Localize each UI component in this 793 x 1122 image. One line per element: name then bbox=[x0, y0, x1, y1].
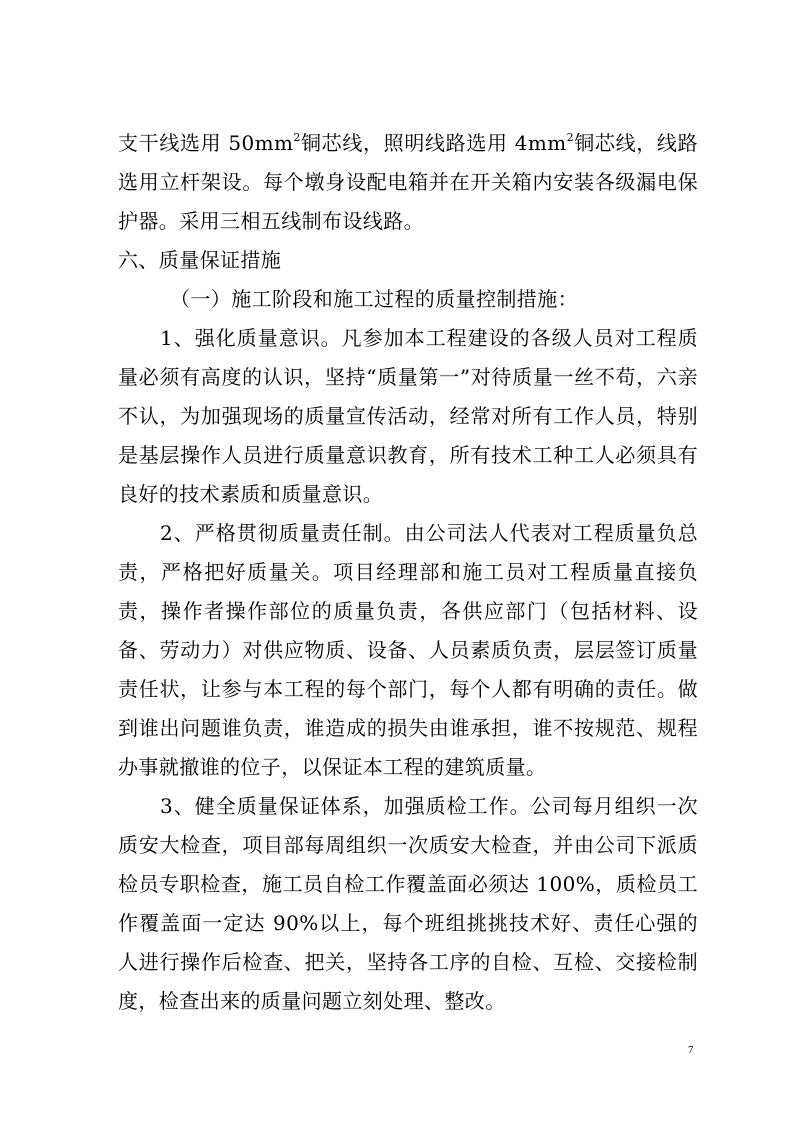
squared-unit-superscript-2: 2 bbox=[566, 131, 574, 144]
subsection-heading: （一）施工阶段和施工过程的质量控制措施： bbox=[170, 287, 578, 311]
continued-text-3: 铜芯线，线路选用立杆架设。每个墩身设配电箱并在开关箱内安装各级漏电保护器。采用三相五线制布设线路。 bbox=[118, 131, 698, 233]
squared-unit-superscript-1: 2 bbox=[293, 131, 301, 144]
paragraph-quality-assurance-system: 3、健全质量保证体系，加强质检工作。公司每月组织一次质安大检查，项目部每周组织一次质安大检查，并由公司下派质检员专职检查，施工员自检工作覆盖面必须达 100%，质检员工作覆盖面一定达 90%以上，每个班组挑挑技术好、责任心强的人进行操作后检查、把关，坚持各工序的自检、互检、交接检制度，检查出来的质量问题立刻处理、整改。 bbox=[118, 794, 698, 1013]
page-number: 7 bbox=[688, 1044, 694, 1056]
document-body bbox=[118, 124, 698, 1021]
paragraph-quality-responsibility: 2、严格贯彻质量责任制。由公司法人代表对工程质量负总责，严格把好质量关。项目经理部和施工员对工程质量直接负责，操作者操作部位的质量负责，各供应部门（包括材料、设备、劳动力）对供应物质、设备、人员素质负责，层层签订质量责任状，让参与本工程的每个部门，每个人都有明确的责任。做到谁出问题谁负责，谁造成的损失由谁承担，谁不按规范、规程办事就撤谁的位子，以保证本工程的建筑质量。 bbox=[118, 521, 698, 779]
continued-paragraph bbox=[118, 124, 698, 241]
paragraph-quality-awareness: 1、强化质量意识。凡参加本工程建设的各级人员对工程质量必须有高度的认识，坚持“质量第一”对待质量一丝不苟，六亲不认，为加强现场的质量宣传活动，经常对所有工作人员，特别是基层操作人员进行质量意识教育，所有技术工种工人必须具有良好的技术素质和质量意识。 bbox=[118, 326, 698, 506]
section-heading: 六、质量保证措施 bbox=[118, 248, 282, 272]
continued-text-2: 铜芯线，照明线路选用 4mm bbox=[300, 131, 567, 155]
continued-text-1: 支干线选用 50mm bbox=[118, 131, 294, 155]
